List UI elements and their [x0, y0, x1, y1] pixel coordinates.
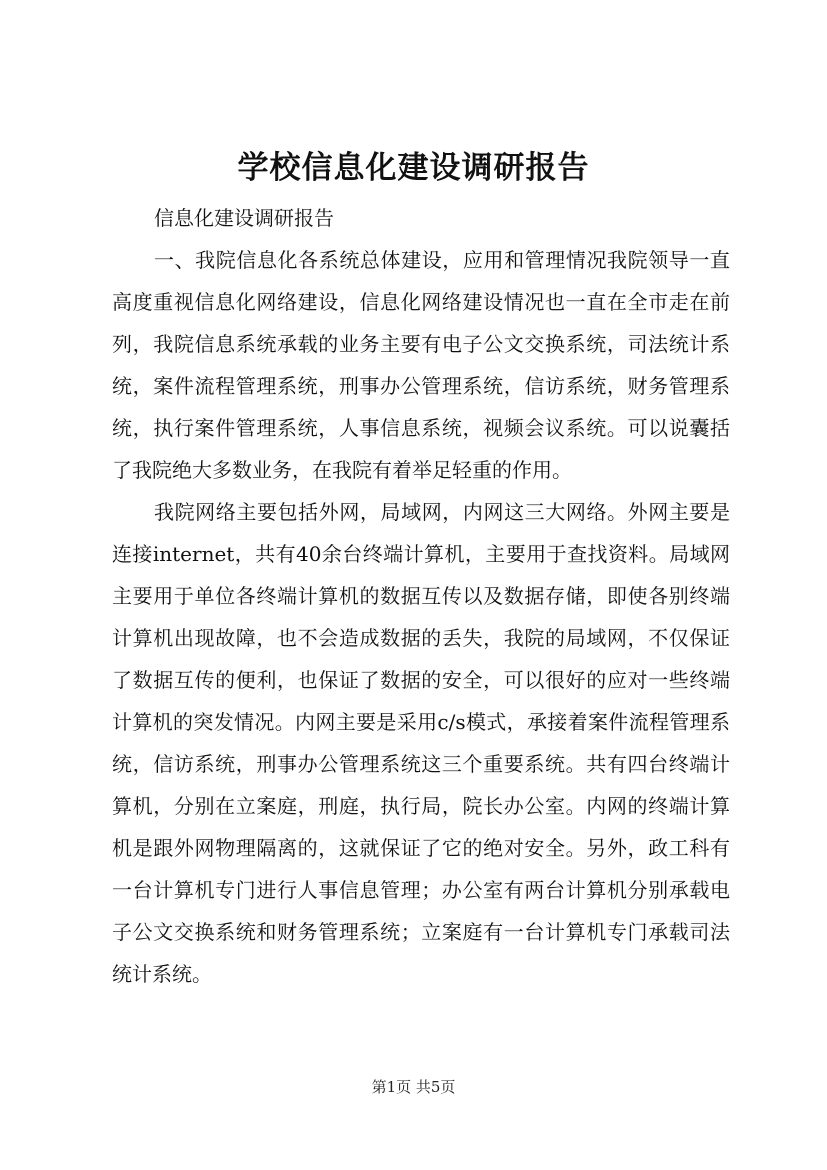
paragraph-network: 我院网络主要包括外网，局域网，内网这三大网络。外网主要是连接internet，共有40余台终端计算机，主要用于查找资料。局域网主要用于单位各终端计算机的数据互传以及数据存储，即使各别终端计算机出现故障，也不会造成数据的丢失，我院的局域网，不仅保证了数据互传的便利，也保证了数据的安全，可以很好的应对一些终端计算机的突发情况。内网主要是采用c/s模式，承接着案件流程管理系统，信访系统，刑事办公管理系统这三个重要系统。共有四台终端计算机，分别在立案庭，刑庭，执行局，院长办公室。内网的终端计算机是跟外网物理隔离的，这就保证了它的绝对安全。另外，政工科有一台计算机专门进行人事信息管理；办公室有两台计算机分别承载电子公文交换系统和财务管理系统；立案庭有一台计算机专门承载司法统计系统。 — [112, 500, 730, 986]
paragraph-subtitle: 信息化建设调研报告 — [154, 206, 334, 230]
paragraph-overview: 一、我院信息化各系统总体建设，应用和管理情况我院领导一直高度重视信息化网络建设，信息化网络建设情况也一直在全市走在前列，我院信息系统承载的业务主要有电子公文交换系统，司法统计系统，案件流程管理系统，刑事办公管理系统，信访系统，财务管理系统，执行案件管理系统，人事信息系统，视频会议系统。可以说囊括了我院绝大多数业务，在我院有着举足轻重的作用。 — [112, 248, 730, 482]
page-number-footer: 第1页 共5页 — [371, 1078, 456, 1096]
document-title: 学校信息化建设调研报告 — [237, 150, 590, 186]
document-body — [112, 197, 730, 995]
